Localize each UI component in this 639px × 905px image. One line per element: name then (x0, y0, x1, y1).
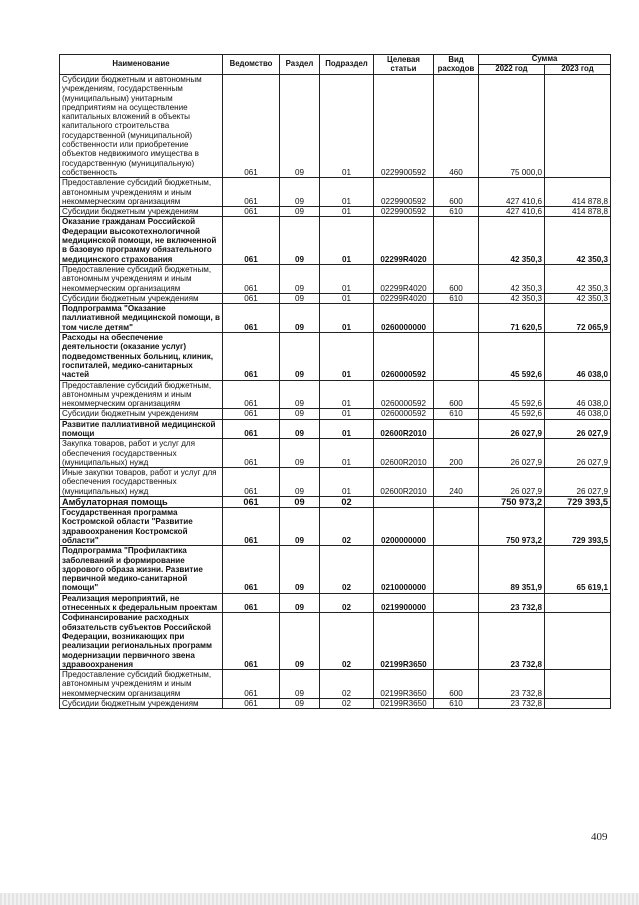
table-row (60, 380, 611, 409)
row-sum-2022: 23 732,8 (479, 670, 545, 699)
row-vedomstvo: 061 (223, 293, 280, 303)
row-razdel: 09 (280, 380, 320, 409)
row-sum-2023 (545, 670, 611, 699)
row-sum-2023: 42 350,3 (545, 293, 611, 303)
row-sum-2023: 42 350,3 (545, 264, 611, 293)
row-name: Развитие паллиативной медицинской помощи (60, 419, 223, 439)
row-sum-2023: 46 038,0 (545, 333, 611, 380)
row-vid: 600 (434, 264, 479, 293)
row-name: Амбулаторная помощь (60, 497, 223, 508)
row-vid (434, 546, 479, 593)
row-name: Софинансирование расходных обязательств субъектов Российской Федерации, возникающих при реализации региональных программ модернизации первичного звена здравоохранения (60, 613, 223, 670)
table-row (60, 75, 611, 178)
row-name: Расходы на обеспечение деятельности (оказание услуг) подведомственных больниц, клиник, госпиталей, медико-санитарных частей (60, 333, 223, 380)
header-2022: 2022 год (479, 65, 545, 75)
row-razdel: 09 (280, 409, 320, 419)
table-row (60, 439, 611, 468)
row-podrazdel: 01 (320, 419, 374, 439)
row-podrazdel: 02 (320, 613, 374, 670)
table-row (60, 333, 611, 380)
row-sum-2023: 65 619,1 (545, 546, 611, 593)
row-razdel: 09 (280, 293, 320, 303)
row-vid (434, 613, 479, 670)
row-name: Оказание гражданам Российской Федерации высокотехнологичной медицинской помощи, не включенной в базовую программу обязательного медицинского страхования (60, 217, 223, 264)
row-vedomstvo: 061 (223, 593, 280, 613)
header-vid: Вид расходов (434, 55, 479, 75)
row-vid (434, 304, 479, 333)
row-target: 02299R4020 (374, 293, 434, 303)
table-row (60, 419, 611, 439)
row-target: 02600R2010 (374, 468, 434, 497)
row-vedomstvo: 061 (223, 468, 280, 497)
row-target: 02600R2010 (374, 419, 434, 439)
row-vid: 610 (434, 409, 479, 419)
scan-edge (0, 893, 639, 905)
row-podrazdel: 01 (320, 409, 374, 419)
row-vid: 460 (434, 75, 479, 178)
row-razdel: 09 (280, 699, 320, 709)
row-razdel: 09 (280, 613, 320, 670)
table-row (60, 546, 611, 593)
row-name: Государственная программа Костромской области "Развитие здравоохранения Костромской области" (60, 508, 223, 546)
row-sum-2023 (545, 75, 611, 178)
row-vid: 600 (434, 178, 479, 207)
row-vedomstvo: 061 (223, 75, 280, 178)
row-sum-2022: 23 732,8 (479, 699, 545, 709)
row-sum-2023: 26 027,9 (545, 419, 611, 439)
row-sum-2023: 26 027,9 (545, 468, 611, 497)
row-target: 0229900592 (374, 207, 434, 217)
row-podrazdel: 01 (320, 439, 374, 468)
row-vid (434, 593, 479, 613)
row-sum-2023: 46 038,0 (545, 409, 611, 419)
row-sum-2022: 427 410,6 (479, 207, 545, 217)
table-row (60, 409, 611, 419)
table-row (60, 699, 611, 709)
row-podrazdel: 01 (320, 380, 374, 409)
row-target: 0260000592 (374, 333, 434, 380)
header-podrazdel: Подраздел (320, 55, 374, 75)
row-vid: 610 (434, 293, 479, 303)
row-podrazdel: 01 (320, 304, 374, 333)
row-razdel: 09 (280, 419, 320, 439)
row-sum-2022: 42 350,3 (479, 264, 545, 293)
budget-table (59, 54, 611, 709)
row-vedomstvo: 061 (223, 207, 280, 217)
row-name: Предоставление субсидий бюджетным, автономным учреждениям и иным некоммерческим организациям (60, 178, 223, 207)
row-sum-2023: 729 393,5 (545, 508, 611, 546)
row-razdel: 09 (280, 75, 320, 178)
row-sum-2023: 729 393,5 (545, 497, 611, 508)
header-razdel: Раздел (280, 55, 320, 75)
row-sum-2022: 42 350,3 (479, 293, 545, 303)
row-sum-2022: 42 350,3 (479, 217, 545, 264)
row-vedomstvo: 061 (223, 178, 280, 207)
row-sum-2022: 75 000,0 (479, 75, 545, 178)
page-number: 409 (591, 831, 608, 843)
table-row (60, 293, 611, 303)
row-sum-2022: 23 732,8 (479, 593, 545, 613)
row-podrazdel: 01 (320, 293, 374, 303)
row-podrazdel: 02 (320, 699, 374, 709)
row-vedomstvo: 061 (223, 419, 280, 439)
row-podrazdel: 01 (320, 178, 374, 207)
row-name: Подпрограмма "Профилактика заболеваний и формирование здорового образа жизни. Развитие первичной медико-санитарной помощи" (60, 546, 223, 593)
row-vid: 610 (434, 207, 479, 217)
row-sum-2023: 414 878,8 (545, 207, 611, 217)
row-target: 02199R3650 (374, 613, 434, 670)
row-sum-2022: 26 027,9 (479, 439, 545, 468)
row-name: Предоставление субсидий бюджетным, автономным учреждениям и иным некоммерческим организациям (60, 380, 223, 409)
header-vedomstvo: Ведомство (223, 55, 280, 75)
row-target: 0229900592 (374, 75, 434, 178)
row-target: 02199R3650 (374, 670, 434, 699)
row-sum-2023: 72 065,9 (545, 304, 611, 333)
row-podrazdel: 01 (320, 75, 374, 178)
row-vedomstvo: 061 (223, 497, 280, 508)
row-podrazdel: 01 (320, 264, 374, 293)
row-vedomstvo: 061 (223, 264, 280, 293)
row-name: Закупка товаров, работ и услуг для обеспечения государственных (муниципальных) нужд (60, 439, 223, 468)
table-row (60, 178, 611, 207)
row-sum-2022: 750 973,2 (479, 508, 545, 546)
row-podrazdel: 01 (320, 207, 374, 217)
row-target: 02299R4020 (374, 217, 434, 264)
row-sum-2022: 427 410,6 (479, 178, 545, 207)
row-name: Предоставление субсидий бюджетным, автономным учреждениям и иным некоммерческим организациям (60, 670, 223, 699)
row-target: 0219900000 (374, 593, 434, 613)
row-vedomstvo: 061 (223, 670, 280, 699)
row-razdel: 09 (280, 508, 320, 546)
row-podrazdel: 01 (320, 217, 374, 264)
row-sum-2022: 71 620,5 (479, 304, 545, 333)
table-row (60, 508, 611, 546)
row-podrazdel: 01 (320, 333, 374, 380)
row-razdel: 09 (280, 264, 320, 293)
row-sum-2022: 26 027,9 (479, 468, 545, 497)
row-vid (434, 508, 479, 546)
row-vid: 200 (434, 439, 479, 468)
row-vid: 240 (434, 468, 479, 497)
row-sum-2022: 89 351,9 (479, 546, 545, 593)
row-name: Субсидии бюджетным и автономным учреждениям, государственным (муниципальным) унитарным предприятиям на осуществление капитальных вложений в объекты капитального строительства государственной (муниципальной) собственности или приобретение объектов недвижимого имущества в государственную (муниципальную) собственность (60, 75, 223, 178)
row-sum-2023: 46 038,0 (545, 380, 611, 409)
row-vedomstvo: 061 (223, 304, 280, 333)
row-name: Субсидии бюджетным учреждениям (60, 293, 223, 303)
row-vedomstvo: 061 (223, 613, 280, 670)
row-vid: 600 (434, 670, 479, 699)
table-row (60, 304, 611, 333)
table-row (60, 613, 611, 670)
table-row (60, 497, 611, 508)
row-razdel: 09 (280, 207, 320, 217)
row-podrazdel: 01 (320, 468, 374, 497)
row-vedomstvo: 061 (223, 380, 280, 409)
row-vedomstvo: 061 (223, 699, 280, 709)
header-summa: Сумма (479, 55, 611, 65)
row-sum-2022: 23 732,8 (479, 613, 545, 670)
row-vedomstvo: 061 (223, 439, 280, 468)
table-row (60, 264, 611, 293)
row-vid (434, 217, 479, 264)
row-vid (434, 419, 479, 439)
row-razdel: 09 (280, 304, 320, 333)
row-vid: 600 (434, 380, 479, 409)
row-razdel: 09 (280, 546, 320, 593)
row-podrazdel: 02 (320, 508, 374, 546)
row-vedomstvo: 061 (223, 546, 280, 593)
row-sum-2023 (545, 699, 611, 709)
row-name: Субсидии бюджетным учреждениям (60, 207, 223, 217)
row-target: 02199R3650 (374, 699, 434, 709)
row-name: Предоставление субсидий бюджетным, автономным учреждениям и иным некоммерческим организациям (60, 264, 223, 293)
row-sum-2023: 414 878,8 (545, 178, 611, 207)
row-vid (434, 497, 479, 508)
row-target: 0210000000 (374, 546, 434, 593)
row-name: Подпрограмма "Оказание паллиативной медицинской помощи, в том числе детям" (60, 304, 223, 333)
row-sum-2022: 750 973,2 (479, 497, 545, 508)
row-podrazdel: 02 (320, 497, 374, 508)
row-podrazdel: 02 (320, 593, 374, 613)
row-sum-2023 (545, 613, 611, 670)
row-vid (434, 333, 479, 380)
row-name: Субсидии бюджетным учреждениям (60, 409, 223, 419)
row-target: 0260000592 (374, 380, 434, 409)
row-razdel: 09 (280, 593, 320, 613)
row-vedomstvo: 061 (223, 409, 280, 419)
row-target: 0260000592 (374, 409, 434, 419)
row-target (374, 497, 434, 508)
header-2023: 2023 год (545, 65, 611, 75)
row-target: 0200000000 (374, 508, 434, 546)
row-vedomstvo: 061 (223, 333, 280, 380)
table-row (60, 217, 611, 264)
table-row (60, 593, 611, 613)
row-sum-2022: 26 027,9 (479, 419, 545, 439)
row-name: Реализация мероприятий, не отнесенных к федеральным проектам (60, 593, 223, 613)
row-vedomstvo: 061 (223, 217, 280, 264)
row-podrazdel: 02 (320, 546, 374, 593)
row-target: 0229900592 (374, 178, 434, 207)
table-row (60, 468, 611, 497)
row-vid: 610 (434, 699, 479, 709)
row-sum-2023: 26 027,9 (545, 439, 611, 468)
row-target: 0260000000 (374, 304, 434, 333)
table-row (60, 207, 611, 217)
row-target: 02299R4020 (374, 264, 434, 293)
row-name: Субсидии бюджетным учреждениям (60, 699, 223, 709)
row-razdel: 09 (280, 497, 320, 508)
row-sum-2023: 42 350,3 (545, 217, 611, 264)
table-body (60, 75, 611, 709)
header-target: Целевая статьи (374, 55, 434, 75)
row-sum-2022: 45 592,6 (479, 333, 545, 380)
row-name: Иные закупки товаров, работ и услуг для обеспечения государственных (муниципальных) нужд (60, 468, 223, 497)
row-podrazdel: 02 (320, 670, 374, 699)
header-name: Наименование (60, 55, 223, 75)
row-razdel: 09 (280, 178, 320, 207)
row-sum-2022: 45 592,6 (479, 409, 545, 419)
table-row (60, 670, 611, 699)
row-razdel: 09 (280, 468, 320, 497)
row-razdel: 09 (280, 217, 320, 264)
row-razdel: 09 (280, 670, 320, 699)
row-razdel: 09 (280, 333, 320, 380)
row-sum-2023 (545, 593, 611, 613)
row-sum-2022: 45 592,6 (479, 380, 545, 409)
row-vedomstvo: 061 (223, 508, 280, 546)
row-razdel: 09 (280, 439, 320, 468)
row-target: 02600R2010 (374, 439, 434, 468)
